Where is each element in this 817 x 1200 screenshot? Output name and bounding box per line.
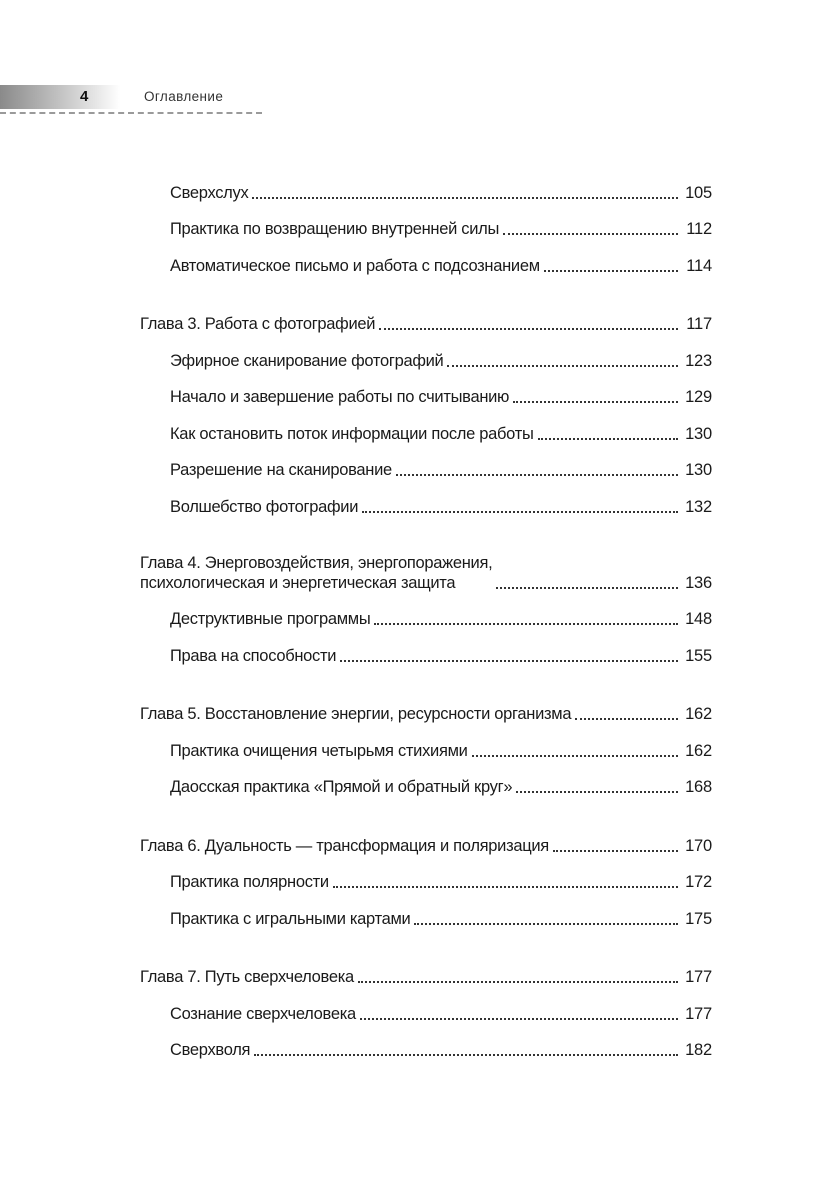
toc-entry-title: Практика очищения четырьмя стихиями bbox=[170, 741, 468, 760]
toc-dot-leader bbox=[374, 622, 678, 625]
toc-dot-leader bbox=[340, 659, 678, 662]
toc-section-entry[interactable] bbox=[140, 898, 712, 935]
toc-page-number: 170 bbox=[685, 836, 712, 855]
toc-entry-title: Волшебство фотографии bbox=[170, 497, 359, 516]
toc-dot-leader bbox=[396, 473, 678, 476]
toc-page-number: 172 bbox=[685, 873, 712, 891]
toc-entry-title: Права на способности bbox=[170, 646, 337, 665]
page-number: 4 bbox=[80, 88, 89, 105]
toc-entry-title: Глава 6. Дуальность — трансформация и поляризация bbox=[140, 836, 549, 855]
toc-section-entry[interactable] bbox=[140, 862, 712, 899]
running-title: Оглавление bbox=[144, 89, 224, 104]
toc-section-entry[interactable] bbox=[140, 635, 712, 672]
toc-chapter-entry[interactable] bbox=[140, 825, 712, 862]
toc-section-entry[interactable] bbox=[140, 450, 712, 487]
toc-section-entry[interactable] bbox=[140, 767, 712, 804]
toc-section-entry[interactable] bbox=[140, 340, 712, 377]
toc-entry-title: Разрешение на сканирование bbox=[170, 461, 392, 479]
toc-entry-title: Автоматическое письмо и работа с подсознанием bbox=[170, 256, 540, 275]
toc-page-number: 129 bbox=[685, 388, 712, 406]
toc-dot-leader bbox=[544, 269, 678, 272]
header-dashed-rule bbox=[0, 112, 262, 114]
toc-entry-title: Эфирное сканирование фотографий bbox=[170, 351, 444, 370]
header-gradient-band bbox=[0, 85, 120, 109]
toc-entry-title: Даосская практика «Прямой и обратный круг» bbox=[170, 778, 513, 796]
toc-dot-leader bbox=[362, 510, 678, 513]
toc-page-number: 182 bbox=[685, 1041, 712, 1059]
toc-entry-title: Практика по возвращению внутренней силы bbox=[170, 220, 500, 238]
toc-page-number: 175 bbox=[685, 909, 712, 928]
toc-page-number: 130 bbox=[685, 424, 712, 443]
toc-entry-title-line: психологическая и энергетическая защита bbox=[140, 573, 456, 592]
toc-entry-title: Сверхволя bbox=[170, 1041, 251, 1059]
toc-section-entry[interactable] bbox=[140, 1030, 712, 1067]
toc-group bbox=[140, 172, 712, 282]
toc-section-entry[interactable] bbox=[140, 599, 712, 636]
toc-dot-leader bbox=[575, 717, 678, 720]
toc-chapter-entry[interactable] bbox=[140, 957, 712, 994]
toc-group bbox=[140, 825, 712, 935]
toc-page-number: 148 bbox=[685, 610, 712, 628]
toc-dot-leader bbox=[553, 849, 678, 852]
toc-entry-title: Глава 5. Восстановление энергии, ресурсности организма bbox=[140, 705, 572, 723]
toc-section-entry[interactable] bbox=[140, 172, 712, 209]
toc-entry-title: Деструктивные программы bbox=[170, 610, 371, 628]
toc-entry-title: Начало и завершение работы по считыванию bbox=[170, 388, 510, 406]
toc-section-entry[interactable] bbox=[140, 993, 712, 1030]
toc-dot-leader bbox=[254, 1053, 678, 1056]
toc-entry-title: Глава 7. Путь сверхчеловека bbox=[140, 968, 354, 986]
toc-page-number: 114 bbox=[686, 256, 712, 275]
toc-dot-leader bbox=[360, 1017, 678, 1020]
toc-chapter-entry[interactable] bbox=[140, 304, 712, 341]
toc-dot-leader bbox=[333, 885, 678, 888]
toc-page-number: 132 bbox=[685, 497, 712, 516]
toc-entry-title-line: Глава 4. Энерговоздействия, энергопоражения, bbox=[140, 553, 493, 572]
toc-entry-title: Как остановить поток информации после работы bbox=[170, 424, 534, 443]
toc-dot-leader bbox=[379, 327, 678, 330]
toc-page-number: 117 bbox=[686, 315, 712, 333]
toc-section-entry[interactable] bbox=[140, 486, 712, 523]
toc-page-number: 177 bbox=[685, 968, 712, 986]
toc-dot-leader bbox=[414, 922, 678, 925]
toc-dot-leader bbox=[472, 754, 678, 757]
toc-page-number: 105 bbox=[685, 183, 712, 202]
toc-section-entry[interactable] bbox=[140, 413, 712, 450]
toc-entry-title: Практика с игральными картами bbox=[170, 909, 411, 928]
toc-section-entry[interactable] bbox=[140, 730, 712, 767]
toc-group bbox=[140, 545, 712, 672]
toc-entry-title: Сознание сверхчеловека bbox=[170, 1004, 356, 1023]
toc-page-number: 155 bbox=[685, 646, 712, 665]
toc-dot-leader bbox=[503, 232, 678, 235]
toc-dot-leader bbox=[516, 790, 678, 793]
toc-page-number: 136 bbox=[685, 573, 712, 592]
toc-section-entry[interactable] bbox=[140, 245, 712, 282]
toc-page-number: 123 bbox=[685, 351, 712, 370]
toc-page-number: 168 bbox=[685, 778, 712, 796]
toc-page-number: 162 bbox=[685, 741, 712, 760]
toc-page-number: 130 bbox=[685, 461, 712, 479]
toc-page-number: 177 bbox=[685, 1004, 712, 1023]
toc-dot-leader bbox=[496, 586, 678, 589]
toc-group bbox=[140, 957, 712, 1067]
toc-dot-leader bbox=[252, 196, 678, 199]
toc-entry-title: Сверхслух bbox=[170, 183, 249, 202]
toc-dot-leader bbox=[513, 400, 678, 403]
toc-group bbox=[140, 304, 712, 523]
toc-group bbox=[140, 694, 712, 804]
toc-page-number: 162 bbox=[685, 705, 712, 723]
toc-entry-title: Глава 3. Работа с фотографией bbox=[140, 315, 376, 333]
toc-page-number: 112 bbox=[686, 220, 712, 238]
toc-chapter-entry[interactable] bbox=[140, 545, 712, 599]
toc-entry-title bbox=[140, 553, 492, 593]
toc-entry-title: Практика полярности bbox=[170, 873, 329, 891]
toc-section-entry[interactable] bbox=[140, 209, 712, 246]
toc-dot-leader bbox=[538, 437, 678, 440]
toc-section-entry[interactable] bbox=[140, 377, 712, 414]
toc-dot-leader bbox=[447, 364, 678, 367]
toc-chapter-entry[interactable] bbox=[140, 694, 712, 731]
table-of-contents bbox=[140, 172, 712, 1088]
toc-dot-leader bbox=[358, 980, 678, 983]
